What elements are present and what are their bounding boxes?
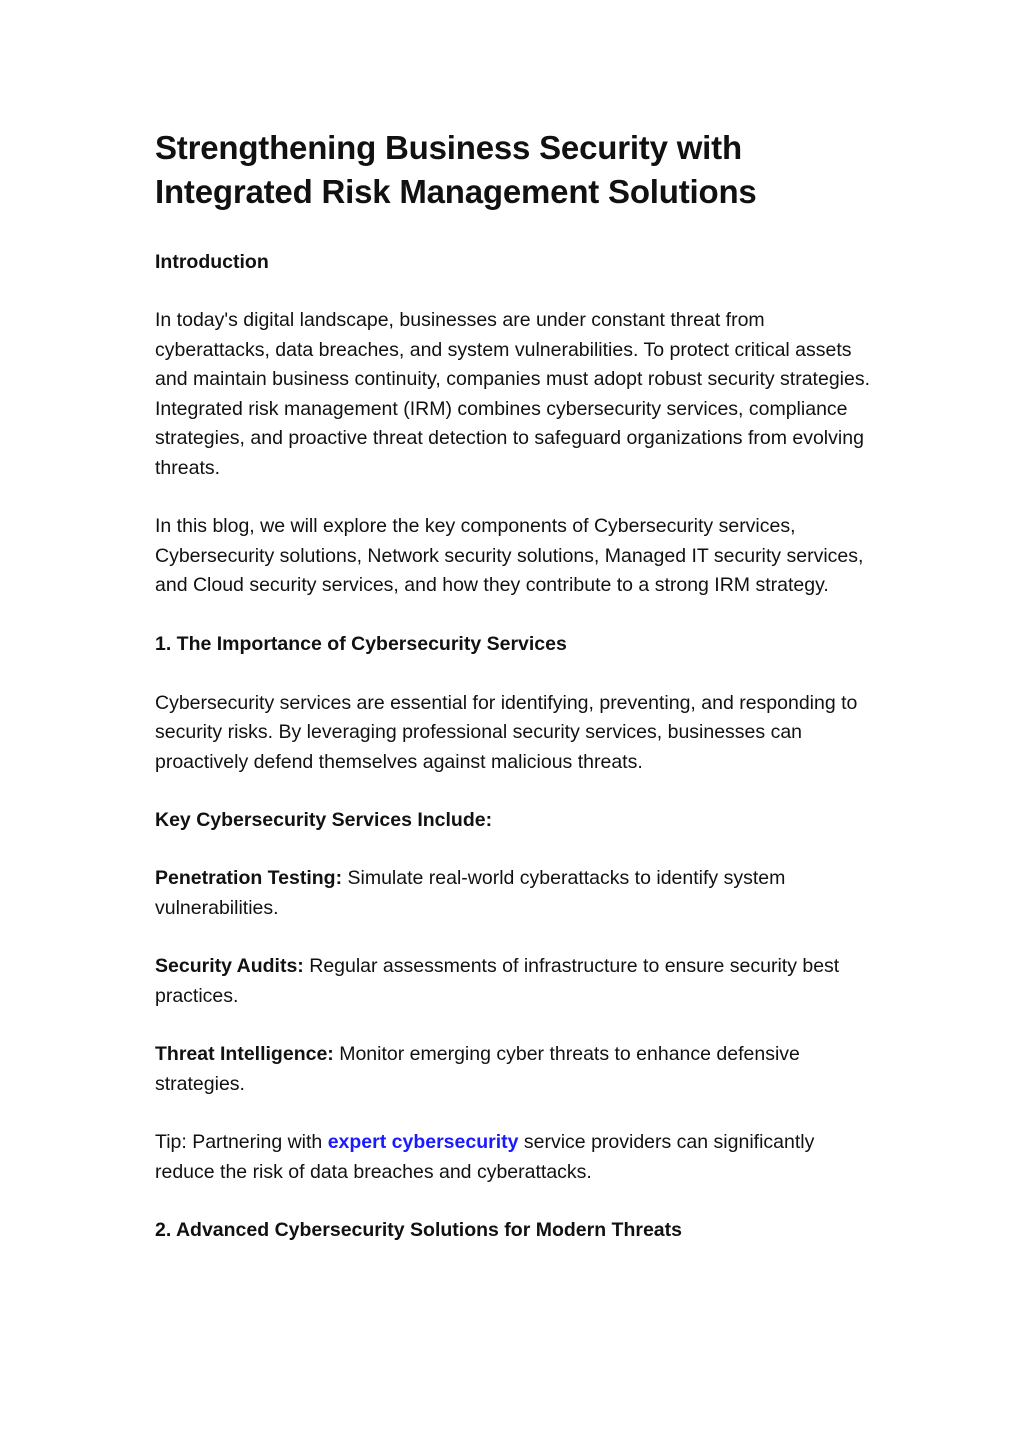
section1-heading: 1. The Importance of Cybersecurity Services [155, 632, 567, 655]
tip-paragraph [155, 1128, 877, 1187]
service-item-penetration-testing [155, 864, 877, 923]
service-item-threat-intelligence [155, 1040, 877, 1099]
service-item-text: Simulate real-world cyberattacks to identify system vulnerabilities. [155, 867, 786, 919]
intro-paragraph: In today's digital landscape, businesses are under constant threat from cyberattacks, data breaches, and system vulnerabilities. To protect critical assets and maintain business continuity, companies must adopt robust security strategies. Integrated risk management (IRM) combines cybersecurity services, compliance strategies, and proactive threat detection to safeguard organizations from evolving threats. [155, 309, 871, 479]
section2-heading: 2. Advanced Cybersecurity Solutions for Modern Threats [155, 1219, 682, 1241]
tip-suffix: service providers can significantly reduce the risk of data breaches and cyberattacks. [155, 1131, 815, 1183]
service-item-label: Penetration Testing: [155, 867, 343, 889]
document-title: Strengthening Business Security with Integrated Risk Management Solutions [155, 129, 757, 210]
intro-heading: Introduction [155, 251, 269, 273]
expert-cybersecurity-link[interactable]: expert cybersecurity [327, 1131, 519, 1153]
service-item-label: Security Audits: [155, 955, 304, 977]
blog-paragraph: In this blog, we will explore the key components of Cybersecurity services, Cybersecurity solutions, Network security solutions, Managed IT security services, and Cloud security services, and how they contribute to a strong IRM strategy. [155, 515, 864, 596]
service-item-label: Threat Intelligence: [155, 1043, 334, 1065]
service-item-text: Regular assessments of infrastructure to ensure security best practices. [155, 955, 840, 1007]
tip-prefix: Tip: Partnering with [155, 1131, 328, 1153]
section1-paragraph: Cybersecurity services are essential for identifying, preventing, and responding to security risks. By leveraging professional security services, businesses can proactively defend themselves against malicious threats. [155, 691, 858, 773]
service-item-text: Monitor emerging cyber threats to enhance defensive strategies. [155, 1043, 800, 1095]
key-services-heading: Key Cybersecurity Services Include: [155, 809, 493, 831]
document-page [155, 126, 877, 1245]
service-item-security-audits [155, 952, 877, 1011]
